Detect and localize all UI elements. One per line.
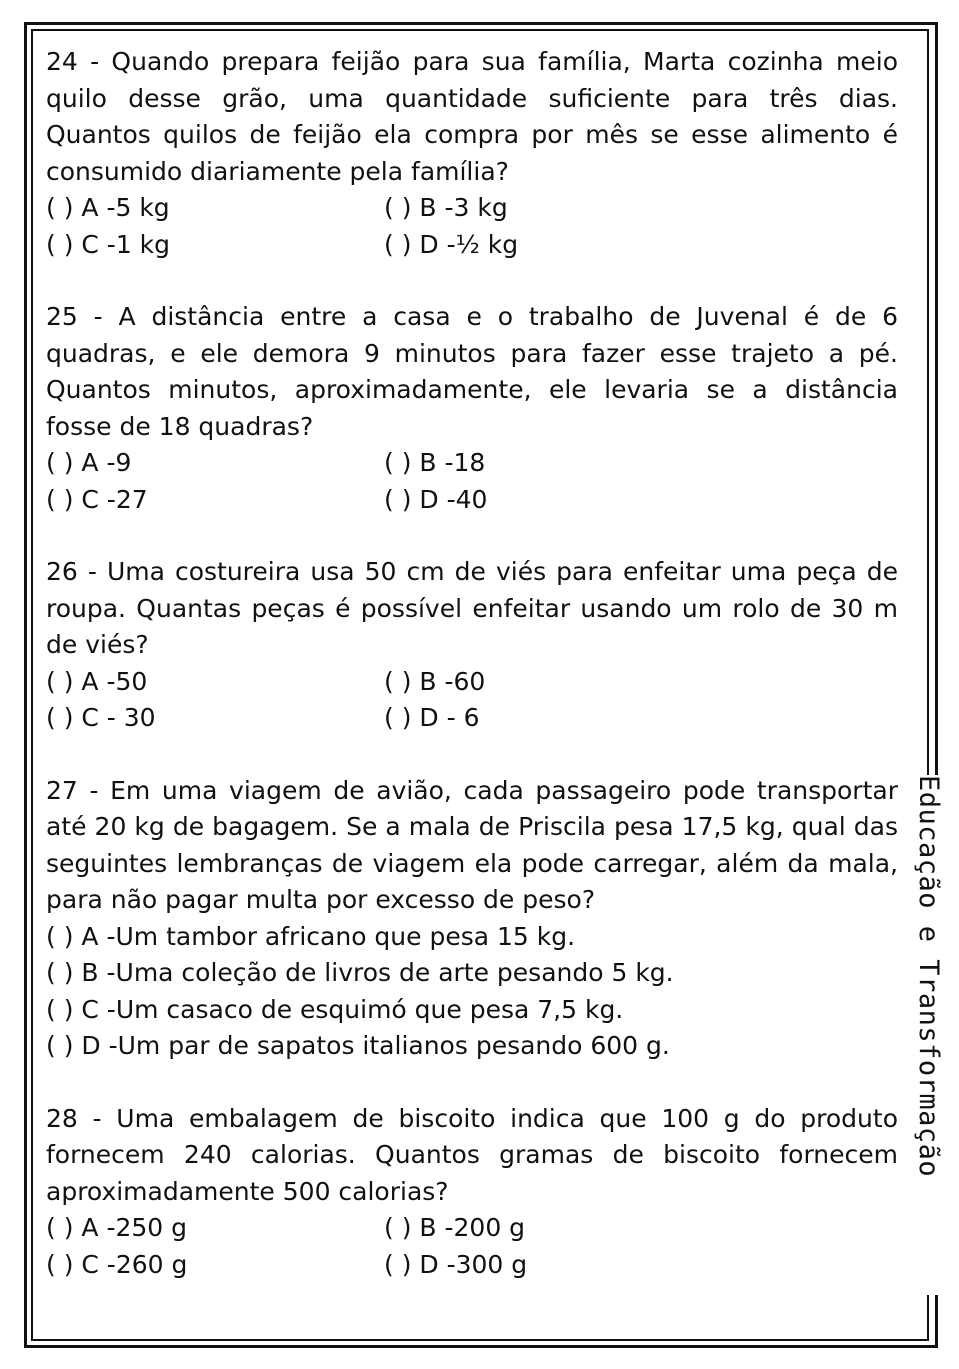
option-b[interactable]: ( ) B -200 g xyxy=(384,1213,526,1242)
option-d[interactable]: ( ) D -300 g xyxy=(384,1249,528,1279)
question-text: 24 - Quando prepara feijão para sua família, Marta cozinha meio quilo desse grão, uma quantidade suficiente para três dias. Quantos quilos de feijão ela compra por mês se esse alimento é consumido diariamente pela família? xyxy=(46,47,898,186)
answer-options xyxy=(46,1210,898,1283)
option-c[interactable]: ( ) C -27 xyxy=(46,484,148,514)
answer-options xyxy=(46,445,898,518)
option-b[interactable]: ( ) B -3 kg xyxy=(384,193,508,222)
question-28 xyxy=(46,1101,898,1284)
option-a[interactable]: ( ) A -250 g xyxy=(46,1213,188,1242)
option-c[interactable]: ( ) C -260 g xyxy=(46,1249,188,1279)
question-24 xyxy=(46,44,898,263)
worksheet-content xyxy=(46,44,898,1283)
question-text: 28 - Uma embalagem de biscoito indica que 100 g do produto fornecem 240 calorias. Quantos gramas de biscoito fornecem aproximadamente 500 calorias? xyxy=(46,1103,898,1206)
option-a[interactable]: ( ) A -50 xyxy=(46,666,148,696)
option-b[interactable]: ( ) B -60 xyxy=(384,666,486,696)
question-27 xyxy=(46,773,898,1065)
option-b[interactable]: ( ) B -18 xyxy=(384,448,486,477)
option-a[interactable]: ( ) A -Um tambor africano que pesa 15 kg. xyxy=(46,921,576,951)
question-text: 27 - Em uma viagem de avião, cada passageiro pode transportar até 20 kg de bagagem. Se a mala de Priscila pesa 17,5 kg, qual das seguintes lembranças de viagem ela pode carregar, além da mala, para não pagar multa por excesso de peso? xyxy=(46,775,898,914)
option-d[interactable]: ( ) D -40 xyxy=(384,484,488,514)
question-26 xyxy=(46,554,898,737)
option-c[interactable]: ( ) C - 30 xyxy=(46,703,156,732)
option-d[interactable]: ( ) D - 6 xyxy=(384,703,480,732)
answer-options xyxy=(46,664,898,737)
option-a[interactable]: ( ) A -9 xyxy=(46,448,132,477)
option-c[interactable]: ( ) C -Um casaco de esquimó que pesa 7,5 kg. xyxy=(46,994,624,1024)
option-a[interactable]: ( ) A -5 kg xyxy=(46,193,170,222)
question-text: 25 - A distância entre a casa e o trabalho de Juvenal é de 6 quadras, e ele demora 9 minutos para fazer esse trajeto a pé. Quantos minutos, aproximadamente, ele levaria se a distância fosse de 18 quadras? xyxy=(46,302,898,441)
option-d[interactable]: ( ) D -½ kg xyxy=(384,229,519,259)
question-text: 26 - Uma costureira usa 50 cm de viés para enfeitar uma peça de roupa. Quantas peças é possível enfeitar usando um rolo de 30 m de viés? xyxy=(46,557,898,659)
question-25 xyxy=(46,299,898,518)
watermark-text: Educação e Transformação xyxy=(913,775,944,1178)
option-d[interactable]: ( ) D -Um par de sapatos italianos pesando 600 g. xyxy=(46,1031,670,1060)
option-c[interactable]: ( ) C -1 kg xyxy=(46,229,171,259)
answer-options xyxy=(46,919,898,1065)
answer-options xyxy=(46,190,898,263)
option-b[interactable]: ( ) B -Uma coleção de livros de arte pesando 5 kg. xyxy=(46,958,674,987)
